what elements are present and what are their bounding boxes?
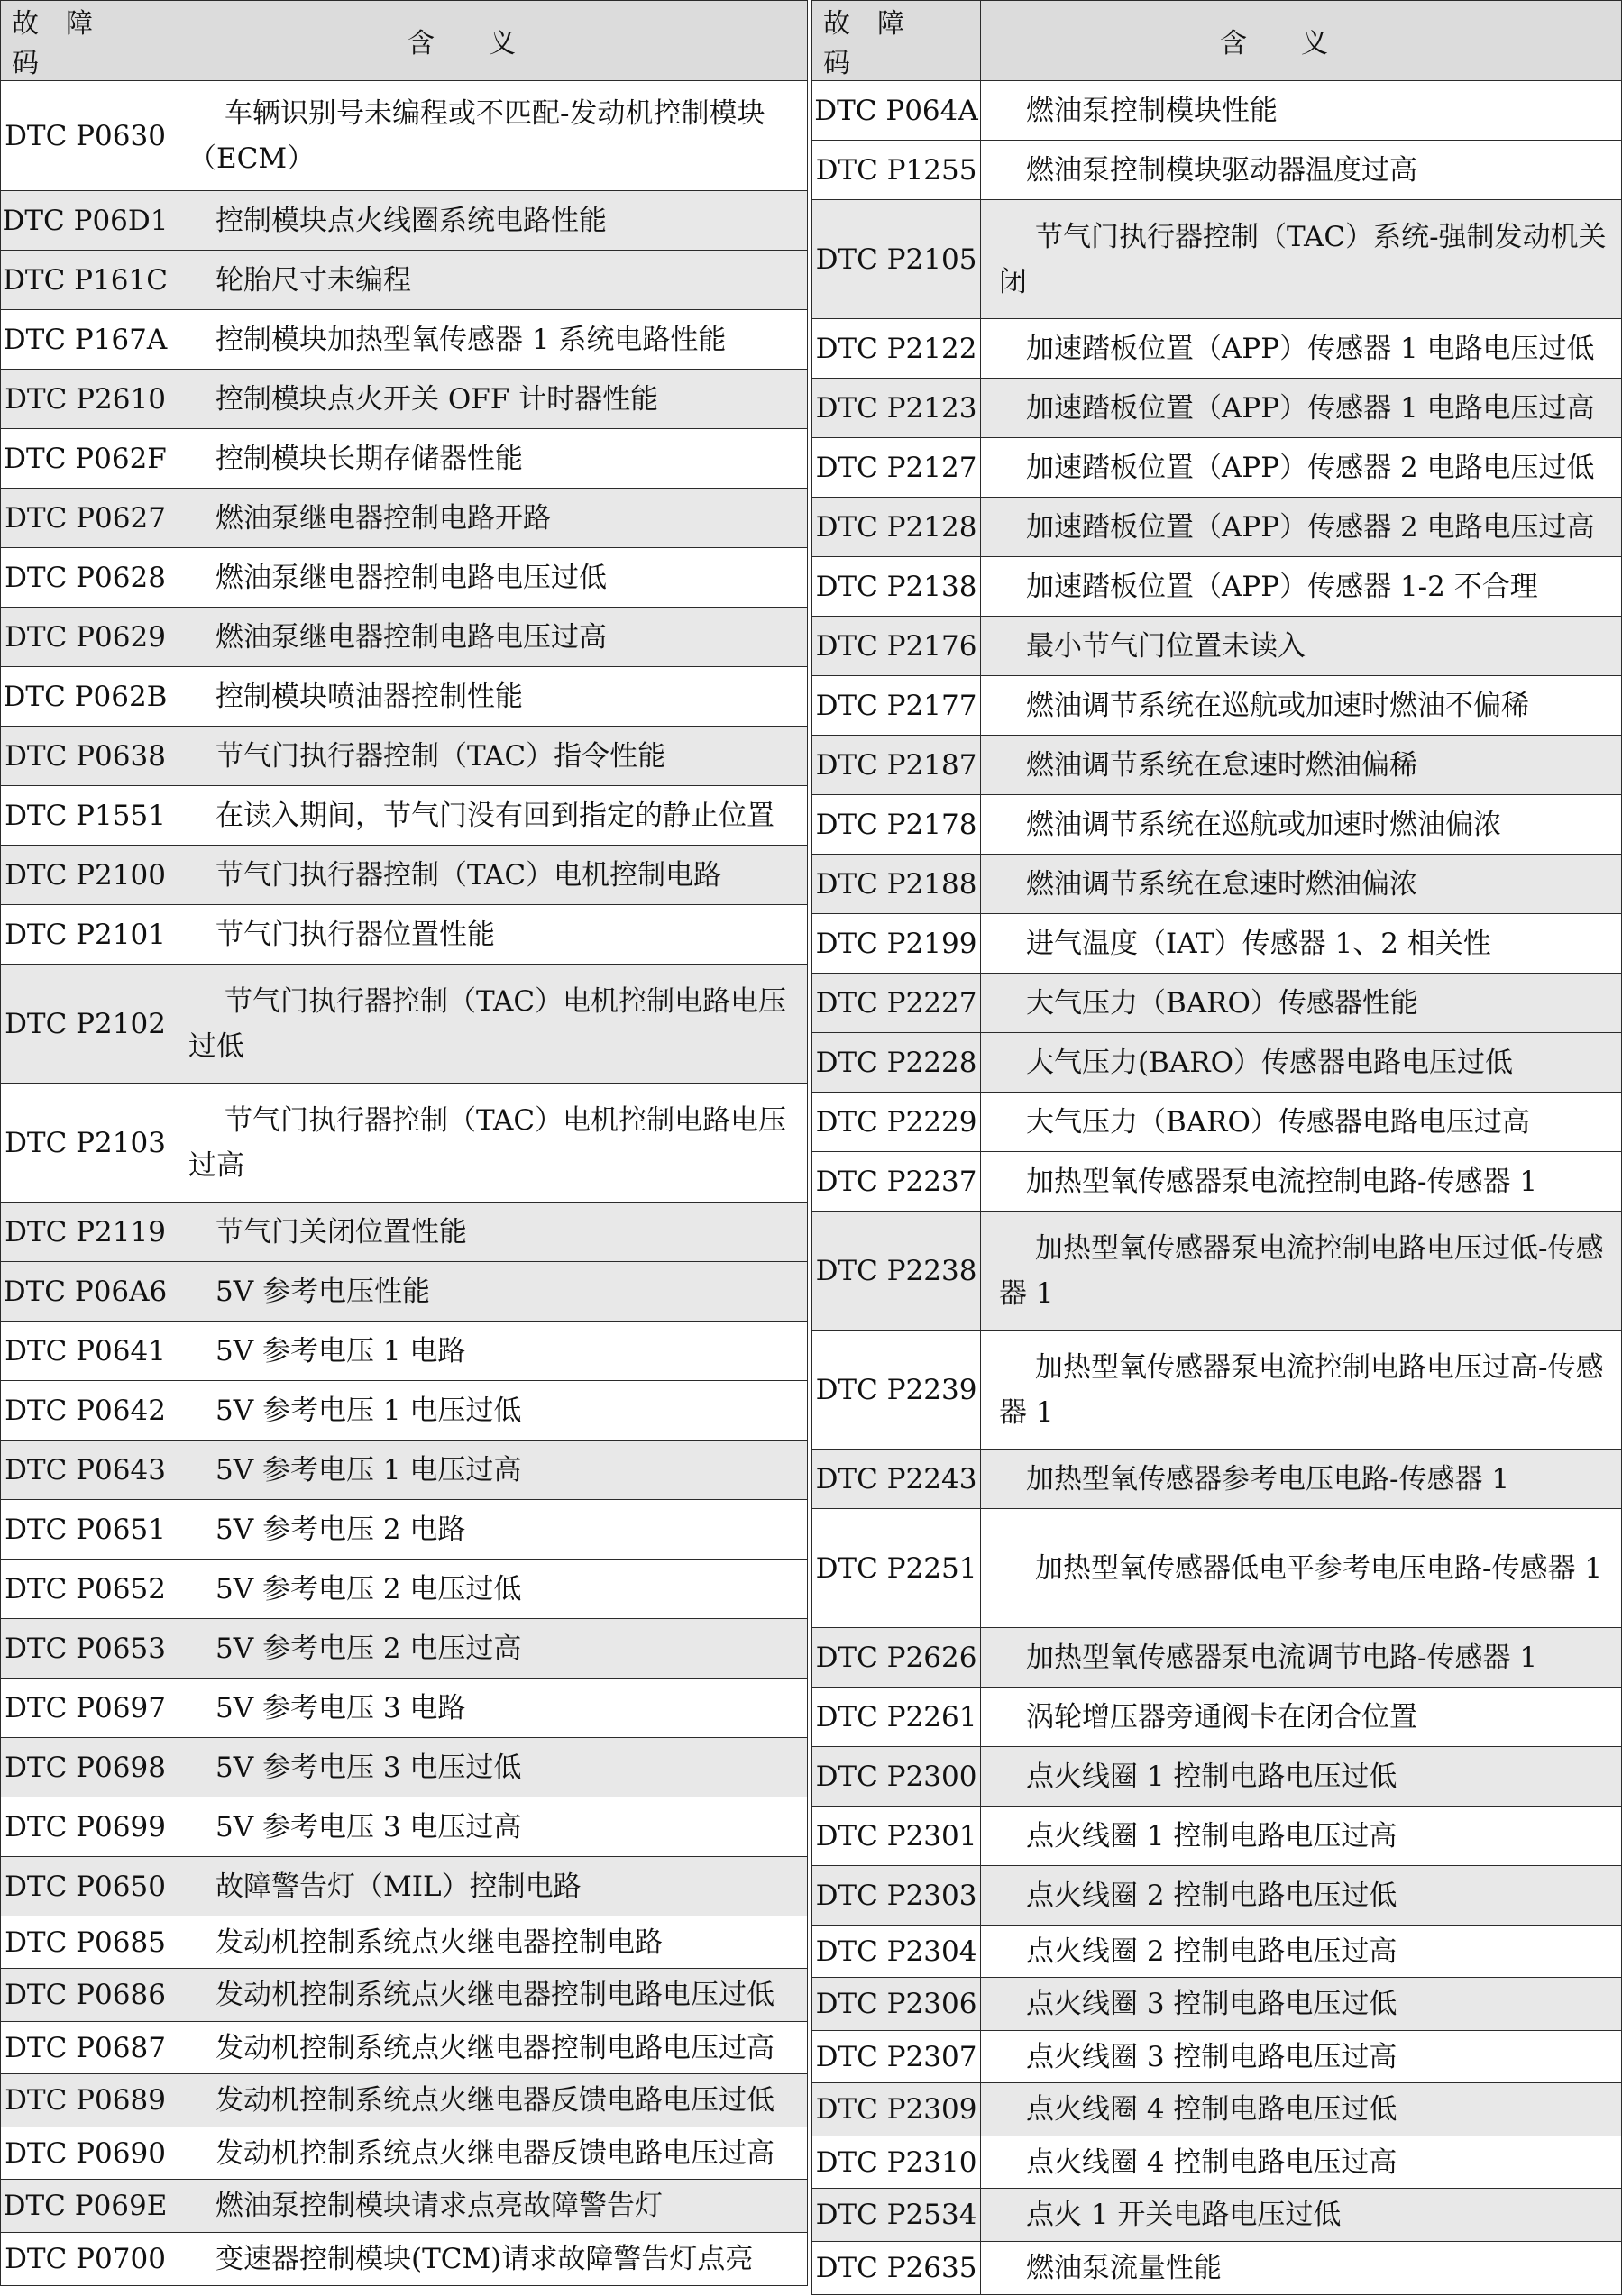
dtc-code: DTC P0690 xyxy=(1,2127,170,2180)
dtc-meaning: 控制模块长期存储器性能 xyxy=(170,429,808,489)
dtc-meaning: 加热型氧传感器低电平参考电压电路-传感器 1 xyxy=(981,1509,1622,1628)
dtc-code: DTC P2626 xyxy=(812,1628,981,1688)
table-row xyxy=(1,2127,808,2180)
table-row xyxy=(1,1381,808,1441)
table-row xyxy=(1,1203,808,1262)
dtc-code: DTC P062F xyxy=(1,429,170,489)
dtc-meaning: 5V 参考电压 1 电压过高 xyxy=(170,1441,808,1500)
dtc-meaning: 燃油泵控制模块请求点亮故障警告灯 xyxy=(170,2180,808,2233)
header-meaning: 含义 xyxy=(981,1,1622,81)
dtc-meaning: 加热型氧传感器参考电压电路-传感器 1 xyxy=(981,1450,1622,1509)
table-row xyxy=(812,676,1622,736)
table-row xyxy=(812,1509,1622,1628)
dtc-code: DTC P0698 xyxy=(1,1738,170,1797)
table-row xyxy=(1,2022,808,2074)
dtc-code: DTC P0653 xyxy=(1,1619,170,1679)
right-table-half xyxy=(811,0,1622,2295)
dtc-meaning: 节气门执行器位置性能 xyxy=(170,905,808,965)
dtc-meaning: 5V 参考电压 1 电压过低 xyxy=(170,1381,808,1441)
dtc-code: DTC P2187 xyxy=(812,736,981,795)
dtc-code: DTC P0652 xyxy=(1,1560,170,1619)
dtc-code: DTC P0642 xyxy=(1,1381,170,1441)
dtc-code: DTC P0641 xyxy=(1,1322,170,1381)
table-row xyxy=(812,2136,1622,2189)
table-row xyxy=(812,498,1622,557)
table-row xyxy=(812,81,1622,141)
dtc-code: DTC P06D1 xyxy=(1,191,170,251)
table-row xyxy=(1,1500,808,1560)
dtc-code: DTC P2238 xyxy=(812,1212,981,1331)
dtc-meaning: 点火线圈 2 控制电路电压过高 xyxy=(981,1926,1622,1978)
dtc-meaning: 点火线圈 4 控制电路电压过高 xyxy=(981,2136,1622,2189)
table-row xyxy=(1,548,808,608)
dtc-code: DTC P2122 xyxy=(812,319,981,379)
dtc-meaning: 发动机控制系统点火继电器控制电路电压过低 xyxy=(170,1969,808,2022)
dtc-meaning: 燃油调节系统在怠速时燃油偏稀 xyxy=(981,736,1622,795)
dtc-code: DTC P2534 xyxy=(812,2189,981,2242)
table-row xyxy=(1,1679,808,1738)
table-row xyxy=(812,1331,1622,1450)
dtc-code: DTC P2127 xyxy=(812,438,981,498)
dtc-meaning: 5V 参考电压 3 电压过高 xyxy=(170,1797,808,1857)
table-row xyxy=(812,2242,1622,2295)
dtc-code: DTC P2100 xyxy=(1,846,170,905)
header-code: 故障码 xyxy=(812,1,981,81)
dtc-code: DTC P2237 xyxy=(812,1152,981,1212)
dtc-code: DTC P2199 xyxy=(812,914,981,974)
dtc-meaning: 控制模块点火开关 OFF 计时器性能 xyxy=(170,370,808,429)
dtc-code: DTC P2635 xyxy=(812,2242,981,2295)
table-row xyxy=(812,1628,1622,1688)
dtc-code: DTC P2227 xyxy=(812,974,981,1033)
dtc-meaning: 燃油泵继电器控制电路电压过高 xyxy=(170,608,808,667)
dtc-meaning: 点火线圈 1 控制电路电压过高 xyxy=(981,1807,1622,1866)
dtc-code: DTC P1551 xyxy=(1,786,170,846)
header-meaning: 含义 xyxy=(170,1,808,81)
table-row xyxy=(812,1978,1622,2031)
dtc-code: DTC P2304 xyxy=(812,1926,981,1978)
table-row xyxy=(812,974,1622,1033)
table-row xyxy=(812,319,1622,379)
dtc-code: DTC P2123 xyxy=(812,379,981,438)
dtc-code: DTC P2307 xyxy=(812,2031,981,2083)
table-row xyxy=(812,1033,1622,1093)
table-row xyxy=(812,617,1622,676)
dtc-meaning: 节气门关闭位置性能 xyxy=(170,1203,808,1262)
dtc-code: DTC P2243 xyxy=(812,1450,981,1509)
table-row xyxy=(1,429,808,489)
dtc-table-right xyxy=(811,0,1622,2295)
dtc-code: DTC P0627 xyxy=(1,489,170,548)
header-code: 故障码 xyxy=(1,1,170,81)
table-row xyxy=(812,2189,1622,2242)
table-row xyxy=(1,370,808,429)
dtc-code: DTC P0630 xyxy=(1,81,170,191)
table-row xyxy=(812,1152,1622,1212)
dtc-code: DTC P06A6 xyxy=(1,1262,170,1322)
dtc-code: DTC P069E xyxy=(1,2180,170,2233)
dtc-meaning: 5V 参考电压 2 电压过高 xyxy=(170,1619,808,1679)
dtc-meaning: 点火线圈 3 控制电路电压过低 xyxy=(981,1978,1622,2031)
dtc-meaning: 节气门执行器控制（TAC）系统-强制发动机关闭 xyxy=(981,200,1622,319)
dtc-meaning: 燃油泵继电器控制电路开路 xyxy=(170,489,808,548)
dtc-meaning: 进气温度（IAT）传感器 1、2 相关性 xyxy=(981,914,1622,974)
dtc-meaning: 燃油泵控制模块驱动器温度过高 xyxy=(981,141,1622,200)
dtc-code: DTC P2228 xyxy=(812,1033,981,1093)
dtc-meaning: 在读入期间，节气门没有回到指定的静止位置 xyxy=(170,786,808,846)
dtc-meaning: 点火线圈 4 控制电路电压过低 xyxy=(981,2083,1622,2136)
dtc-code: DTC P0687 xyxy=(1,2022,170,2074)
table-row xyxy=(812,200,1622,319)
dtc-code: DTC P0638 xyxy=(1,727,170,786)
dtc-meaning: 大气压力（BARO）传感器性能 xyxy=(981,974,1622,1033)
dtc-code: DTC P2105 xyxy=(812,200,981,319)
dtc-meaning: 燃油调节系统在巡航或加速时燃油不偏稀 xyxy=(981,676,1622,736)
table-row xyxy=(812,438,1622,498)
dtc-code: DTC P2103 xyxy=(1,1084,170,1203)
dtc-code: DTC P0699 xyxy=(1,1797,170,1857)
table-row xyxy=(1,81,808,191)
dtc-code: DTC P0651 xyxy=(1,1500,170,1560)
dtc-meaning: 加速踏板位置（APP）传感器 2 电路电压过高 xyxy=(981,498,1622,557)
table-row xyxy=(1,2180,808,2233)
table-row xyxy=(1,667,808,727)
left-table-half xyxy=(0,0,808,2286)
dtc-meaning: 燃油调节系统在巡航或加速时燃油偏浓 xyxy=(981,795,1622,855)
table-row xyxy=(1,1084,808,1203)
table-row xyxy=(812,914,1622,974)
dtc-table-left xyxy=(0,0,808,2286)
table-row xyxy=(1,1619,808,1679)
dtc-meaning: 5V 参考电压 2 电路 xyxy=(170,1500,808,1560)
dtc-meaning: 变速器控制模块(TCM)请求故障警告灯点亮 xyxy=(170,2233,808,2286)
dtc-code: DTC P2309 xyxy=(812,2083,981,2136)
table-row xyxy=(1,1322,808,1381)
table-row xyxy=(812,1807,1622,1866)
dtc-meaning: 燃油泵继电器控制电路电压过低 xyxy=(170,548,808,608)
dtc-code: DTC P2610 xyxy=(1,370,170,429)
dtc-meaning: 发动机控制系统点火继电器反馈电路电压过低 xyxy=(170,2074,808,2127)
table-row xyxy=(1,2074,808,2127)
dtc-meaning: 点火线圈 3 控制电路电压过高 xyxy=(981,2031,1622,2083)
table-row xyxy=(1,846,808,905)
table-row xyxy=(1,489,808,548)
table-row xyxy=(812,795,1622,855)
table-row xyxy=(812,141,1622,200)
dtc-meaning: 控制模块加热型氧传感器 1 系统电路性能 xyxy=(170,310,808,370)
dtc-meaning: 最小节气门位置未读入 xyxy=(981,617,1622,676)
dtc-code: DTC P0629 xyxy=(1,608,170,667)
dtc-meaning: 发动机控制系统点火继电器反馈电路电压过高 xyxy=(170,2127,808,2180)
dtc-meaning: 节气门执行器控制（TAC）电机控制电路 xyxy=(170,846,808,905)
table-row xyxy=(1,1797,808,1857)
dtc-meaning: 加热型氧传感器泵电流调节电路-传感器 1 xyxy=(981,1628,1622,1688)
table-row xyxy=(812,557,1622,617)
table-row xyxy=(1,905,808,965)
dtc-code: DTC P2251 xyxy=(812,1509,981,1628)
dtc-meaning: 节气门执行器控制（TAC）指令性能 xyxy=(170,727,808,786)
table-row xyxy=(1,1969,808,2022)
table-row xyxy=(812,1450,1622,1509)
dtc-code: DTC P2303 xyxy=(812,1866,981,1926)
dtc-code: DTC P161C xyxy=(1,251,170,310)
dtc-code: DTC P2101 xyxy=(1,905,170,965)
table-row xyxy=(1,727,808,786)
dtc-code: DTC P1255 xyxy=(812,141,981,200)
dtc-code: DTC P2239 xyxy=(812,1331,981,1450)
dtc-meaning: 加热型氧传感器泵电流控制电路-传感器 1 xyxy=(981,1152,1622,1212)
dtc-meaning: 5V 参考电压 1 电路 xyxy=(170,1322,808,1381)
dtc-meaning: 5V 参考电压 2 电压过低 xyxy=(170,1560,808,1619)
table-row xyxy=(1,1441,808,1500)
dtc-meaning: 5V 参考电压性能 xyxy=(170,1262,808,1322)
header-row xyxy=(812,1,1622,81)
header-row xyxy=(1,1,808,81)
dtc-meaning: 节气门执行器控制（TAC）电机控制电路电压过低 xyxy=(170,965,808,1084)
table-row xyxy=(1,1738,808,1797)
dtc-code: DTC P2306 xyxy=(812,1978,981,2031)
dtc-code: DTC P2176 xyxy=(812,617,981,676)
dtc-meaning: 大气压力（BARO）传感器电路电压过高 xyxy=(981,1093,1622,1152)
dtc-code: DTC P2177 xyxy=(812,676,981,736)
dtc-code: DTC P2261 xyxy=(812,1688,981,1747)
dtc-meaning: 点火 1 开关电路电压过低 xyxy=(981,2189,1622,2242)
dtc-code: DTC P167A xyxy=(1,310,170,370)
dtc-code: DTC P2300 xyxy=(812,1747,981,1807)
dtc-code: DTC P2310 xyxy=(812,2136,981,2189)
dtc-code: DTC P0650 xyxy=(1,1857,170,1916)
dtc-code: DTC P2188 xyxy=(812,855,981,914)
table-row xyxy=(812,1093,1622,1152)
table-row xyxy=(812,2031,1622,2083)
dtc-meaning: 5V 参考电压 3 电路 xyxy=(170,1679,808,1738)
dtc-meaning: 燃油泵流量性能 xyxy=(981,2242,1622,2295)
dtc-code: DTC P0685 xyxy=(1,1916,170,1969)
dtc-meaning: 车辆识别号未编程或不匹配-发动机控制模块（ECM） xyxy=(170,81,808,191)
table-row xyxy=(812,736,1622,795)
dtc-meaning: 加速踏板位置（APP）传感器 2 电路电压过低 xyxy=(981,438,1622,498)
dtc-code: DTC P0700 xyxy=(1,2233,170,2286)
dtc-meaning: 加热型氧传感器泵电流控制电路电压过高-传感器 1 xyxy=(981,1331,1622,1450)
dtc-code: DTC P0686 xyxy=(1,1969,170,2022)
dtc-code: DTC P2119 xyxy=(1,1203,170,1262)
dtc-meaning: 燃油调节系统在怠速时燃油偏浓 xyxy=(981,855,1622,914)
table-row xyxy=(812,855,1622,914)
dtc-code: DTC P064A xyxy=(812,81,981,141)
dtc-code: DTC P0697 xyxy=(1,1679,170,1738)
table-row xyxy=(812,1747,1622,1807)
dtc-code: DTC P0689 xyxy=(1,2074,170,2127)
table-row xyxy=(1,1262,808,1322)
dtc-meaning: 点火线圈 2 控制电路电压过低 xyxy=(981,1866,1622,1926)
table-row xyxy=(812,1866,1622,1926)
table-row xyxy=(1,1857,808,1916)
dtc-meaning: 发动机控制系统点火继电器控制电路 xyxy=(170,1916,808,1969)
dtc-meaning: 节气门执行器控制（TAC）电机控制电路电压过高 xyxy=(170,1084,808,1203)
table-row xyxy=(1,786,808,846)
table-row xyxy=(812,2083,1622,2136)
table-row xyxy=(1,1916,808,1969)
dtc-meaning: 燃油泵控制模块性能 xyxy=(981,81,1622,141)
dtc-code: DTC P0643 xyxy=(1,1441,170,1500)
dtc-code: DTC P2229 xyxy=(812,1093,981,1152)
table-row xyxy=(1,251,808,310)
dtc-meaning: 加速踏板位置（APP）传感器 1 电路电压过低 xyxy=(981,319,1622,379)
dtc-meaning: 轮胎尺寸未编程 xyxy=(170,251,808,310)
dtc-meaning: 5V 参考电压 3 电压过低 xyxy=(170,1738,808,1797)
dtc-code: DTC P2301 xyxy=(812,1807,981,1866)
dtc-code: DTC P0628 xyxy=(1,548,170,608)
dtc-meaning: 加速踏板位置（APP）传感器 1-2 不合理 xyxy=(981,557,1622,617)
table-row xyxy=(1,608,808,667)
dtc-meaning: 点火线圈 1 控制电路电压过低 xyxy=(981,1747,1622,1807)
dtc-meaning: 加速踏板位置（APP）传感器 1 电路电压过高 xyxy=(981,379,1622,438)
dtc-meaning: 故障警告灯（MIL）控制电路 xyxy=(170,1857,808,1916)
table-row xyxy=(812,1688,1622,1747)
table-row xyxy=(1,1560,808,1619)
dtc-meaning: 控制模块喷油器控制性能 xyxy=(170,667,808,727)
dtc-meaning: 发动机控制系统点火继电器控制电路电压过高 xyxy=(170,2022,808,2074)
table-row xyxy=(1,191,808,251)
dtc-meaning: 加热型氧传感器泵电流控制电路电压过低-传感器 1 xyxy=(981,1212,1622,1331)
dtc-meaning: 控制模块点火线圈系统电路性能 xyxy=(170,191,808,251)
table-row xyxy=(1,965,808,1084)
dtc-code: DTC P2138 xyxy=(812,557,981,617)
dtc-code: DTC P2178 xyxy=(812,795,981,855)
dtc-code: DTC P2128 xyxy=(812,498,981,557)
dtc-meaning: 大气压力(BARO）传感器电路电压过低 xyxy=(981,1033,1622,1093)
table-row xyxy=(812,379,1622,438)
dtc-code: DTC P2102 xyxy=(1,965,170,1084)
table-row xyxy=(812,1926,1622,1978)
dtc-meaning: 涡轮增压器旁通阀卡在闭合位置 xyxy=(981,1688,1622,1747)
table-row xyxy=(812,1212,1622,1331)
dtc-code: DTC P062B xyxy=(1,667,170,727)
table-row xyxy=(1,310,808,370)
table-row xyxy=(1,2233,808,2286)
